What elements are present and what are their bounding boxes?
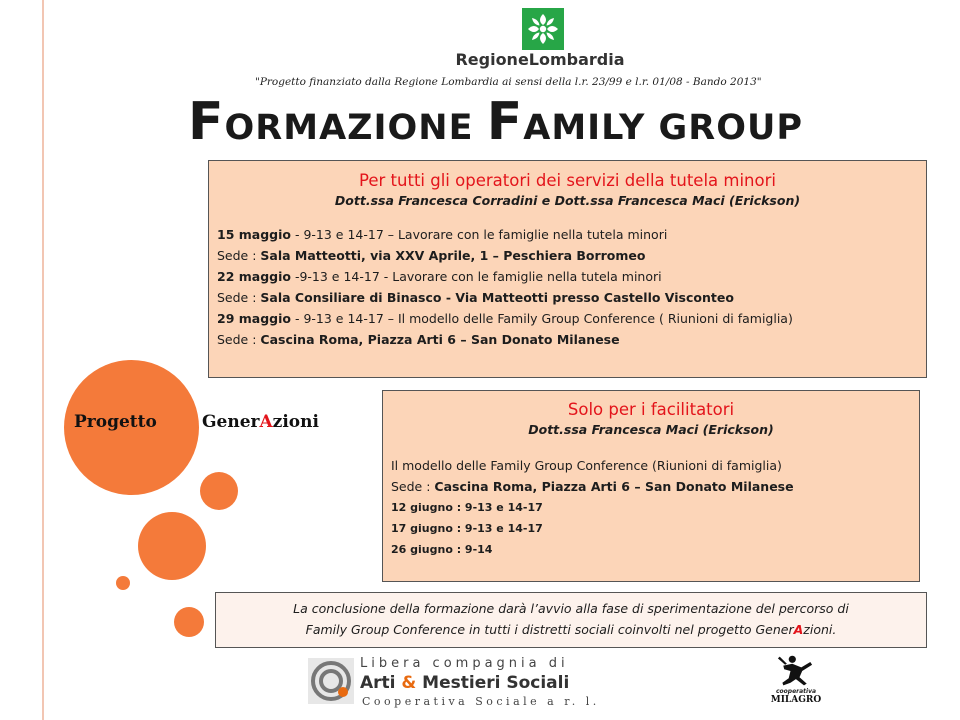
- schedule-list: [383, 455, 919, 560]
- box-speakers: Dott.ssa Francesca Corradini e Dott.ssa Francesca Maci (Erickson): [334, 193, 801, 208]
- page-title: FORMAZIONE FAMILY GROUP: [188, 92, 804, 152]
- schedule-line: 15 maggio - 9-13 e 14-17 – Lavorare con le famiglie nella tutela minori: [217, 227, 668, 242]
- date-line: 12 giugno : 9-13 e 14-17: [391, 501, 543, 514]
- conclusion-text: La conclusione della formazione darà l’avvio alla fase di sperimentazione del percorso di Family Group Conference in tutti i distretti sociali coinvolti nel progetto GenerAzioni.: [293, 601, 849, 637]
- date-line: 17 giugno : 9-13 e 14-17: [391, 522, 543, 535]
- region-name: RegioneLombardia: [455, 50, 625, 69]
- topic-line: Il modello delle Family Group Conference (Riunioni di famiglia): [391, 458, 782, 473]
- project-name: GenerAzioni: [202, 412, 319, 432]
- lombardia-rose-icon: [522, 8, 564, 50]
- decorative-circle: [138, 512, 206, 580]
- conclusion-box: [215, 592, 927, 648]
- arti-mestieri-subtitle: Cooperativa Sociale a r. l.: [362, 695, 600, 708]
- box-speakers: Dott.ssa Francesca Maci (Erickson): [528, 422, 774, 437]
- schedule-line: 29 maggio - 9-13 e 14-17 – Il modello delle Family Group Conference ( Riunioni di famiglia): [217, 311, 793, 326]
- venue-line: Sede : Cascina Roma, Piazza Arti 6 – San Donato Milanese: [391, 479, 794, 494]
- box-heading: Solo per i facilitatori: [567, 400, 735, 419]
- milagro-name: MILAGRO: [770, 695, 822, 705]
- decorative-circle-small: [116, 576, 130, 590]
- box-heading: Per tutti gli operatori dei servizi della tutela minori: [359, 171, 776, 190]
- schedule-line: 22 maggio -9-13 e 14-17 - Lavorare con le famiglie nella tutela minori: [217, 269, 662, 284]
- venue-line: Sede : Sala Matteotti, via XXV Aprile, 1 – Peschiera Borromeo: [217, 248, 646, 263]
- arti-mestieri-logo-icon: [308, 658, 354, 704]
- regione-lombardia-logo: [522, 8, 564, 50]
- milagro-caption: cooperativa: [775, 688, 817, 695]
- training-box-operators: [208, 160, 927, 378]
- venue-line: Sede : Cascina Roma, Piazza Arti 6 – San Donato Milanese: [217, 332, 620, 347]
- venue-line: Sede : Sala Consiliare di Binasco - Via Matteotti presso Castello Visconteo: [217, 290, 734, 305]
- schedule-list: [209, 224, 926, 350]
- decorative-circle: [200, 472, 238, 510]
- arti-mestieri-name: Arti & Mestieri Sociali: [360, 673, 570, 693]
- project-label: Progetto: [74, 412, 157, 432]
- training-box-facilitators: [382, 390, 920, 582]
- left-vertical-line: [42, 0, 44, 720]
- funding-note: "Progetto finanziato dalla Regione Lombardia ai sensi della l.r. 23/99 e l.r. 01/08 - Bando 2013": [255, 76, 762, 88]
- date-line: 26 giugno : 9-14: [391, 543, 493, 556]
- decorative-circle: [174, 607, 204, 637]
- arti-mestieri-tagline: Libera compagnia di: [360, 656, 569, 671]
- milagro-logo-icon: [770, 653, 820, 715]
